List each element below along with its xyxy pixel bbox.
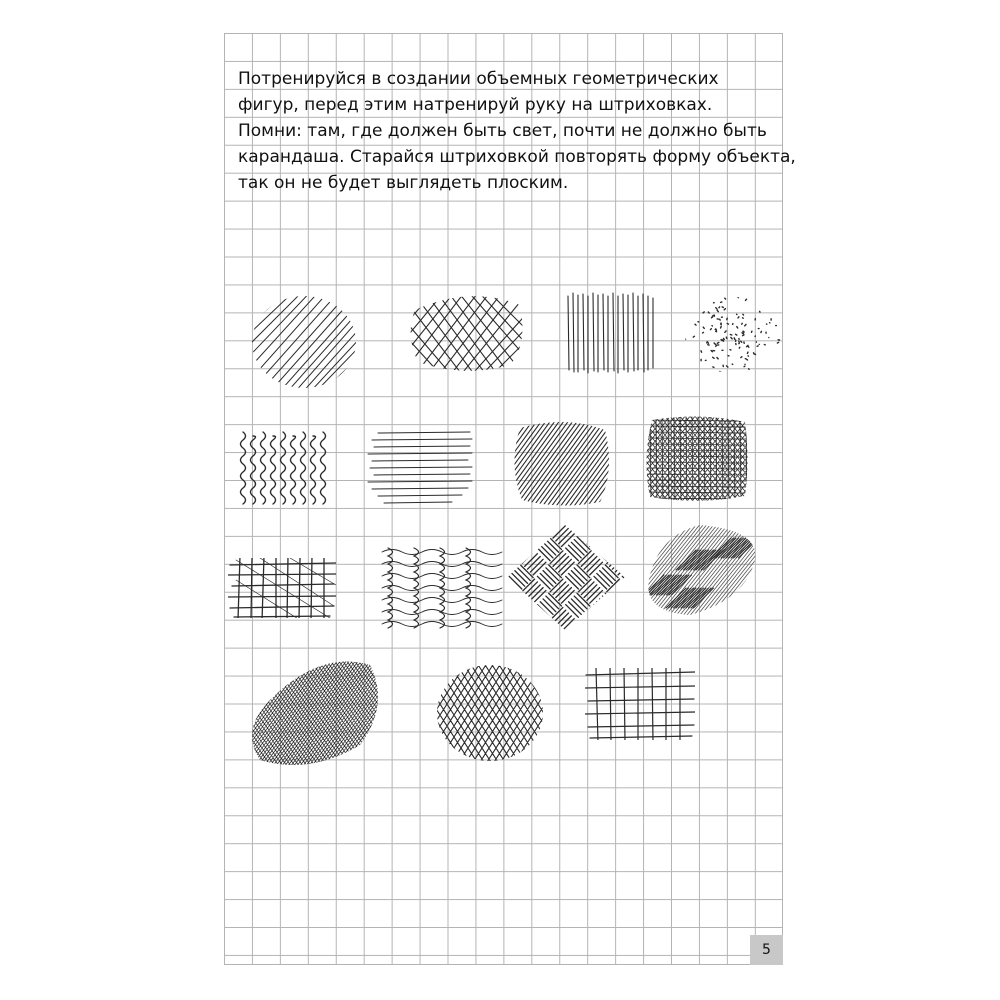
pencil-stroke <box>271 436 276 504</box>
page-number: 5 <box>750 935 783 965</box>
pencil-stroke <box>466 548 471 628</box>
pencil-stroke <box>685 296 779 372</box>
pencil-stroke <box>281 432 286 504</box>
pencil-stroke <box>321 432 326 504</box>
instructions-line: так он не будет выглядеть плоским. <box>238 173 569 193</box>
pencil-stroke <box>370 660 615 770</box>
pencil-stroke <box>382 550 502 627</box>
instructions-line: Помни: там, где должен быть свет, почти не должно быть <box>238 121 767 141</box>
pencil-stroke <box>550 520 868 620</box>
swatch-grid-hatch <box>584 668 696 742</box>
instructions-line: карандаша. Старайся штриховкой повторять форму объекта, <box>238 147 796 167</box>
pencil-stroke <box>311 436 316 504</box>
instructions-line: фигур, перед этим натренируй руку на штриховках. <box>238 95 713 115</box>
swatch-grid-crosshatch <box>226 556 338 622</box>
pencil-stroke <box>251 436 256 504</box>
pencil-stroke <box>414 548 419 628</box>
swatch-diagonal-hatch-round <box>228 280 362 405</box>
swatch-crosshatch-round <box>400 285 532 385</box>
swatch-diamond-crosshatch <box>370 660 615 770</box>
swatch-shaded-blocks <box>150 660 488 770</box>
pencil-stroke <box>388 548 393 628</box>
swatch-shaded-patches <box>550 520 868 620</box>
pencil-stroke <box>150 660 488 770</box>
pencil-stroke <box>291 436 296 504</box>
swatch-wavy-vertical <box>241 432 326 504</box>
swatch-stipple-dots <box>685 296 779 372</box>
swatch-basket-weave <box>479 494 646 661</box>
swatch-wavy-horizontal <box>382 548 502 628</box>
swatch-vertical-hatch <box>568 293 653 373</box>
swatch-horizontal-hatch <box>368 432 472 503</box>
pencil-stroke <box>261 432 266 504</box>
pencil-stroke <box>301 432 306 504</box>
pencil-stroke <box>241 432 246 504</box>
pencil-stroke <box>479 494 646 661</box>
instructions-line: Потренируйся в создании объемных геометрических <box>238 69 719 89</box>
